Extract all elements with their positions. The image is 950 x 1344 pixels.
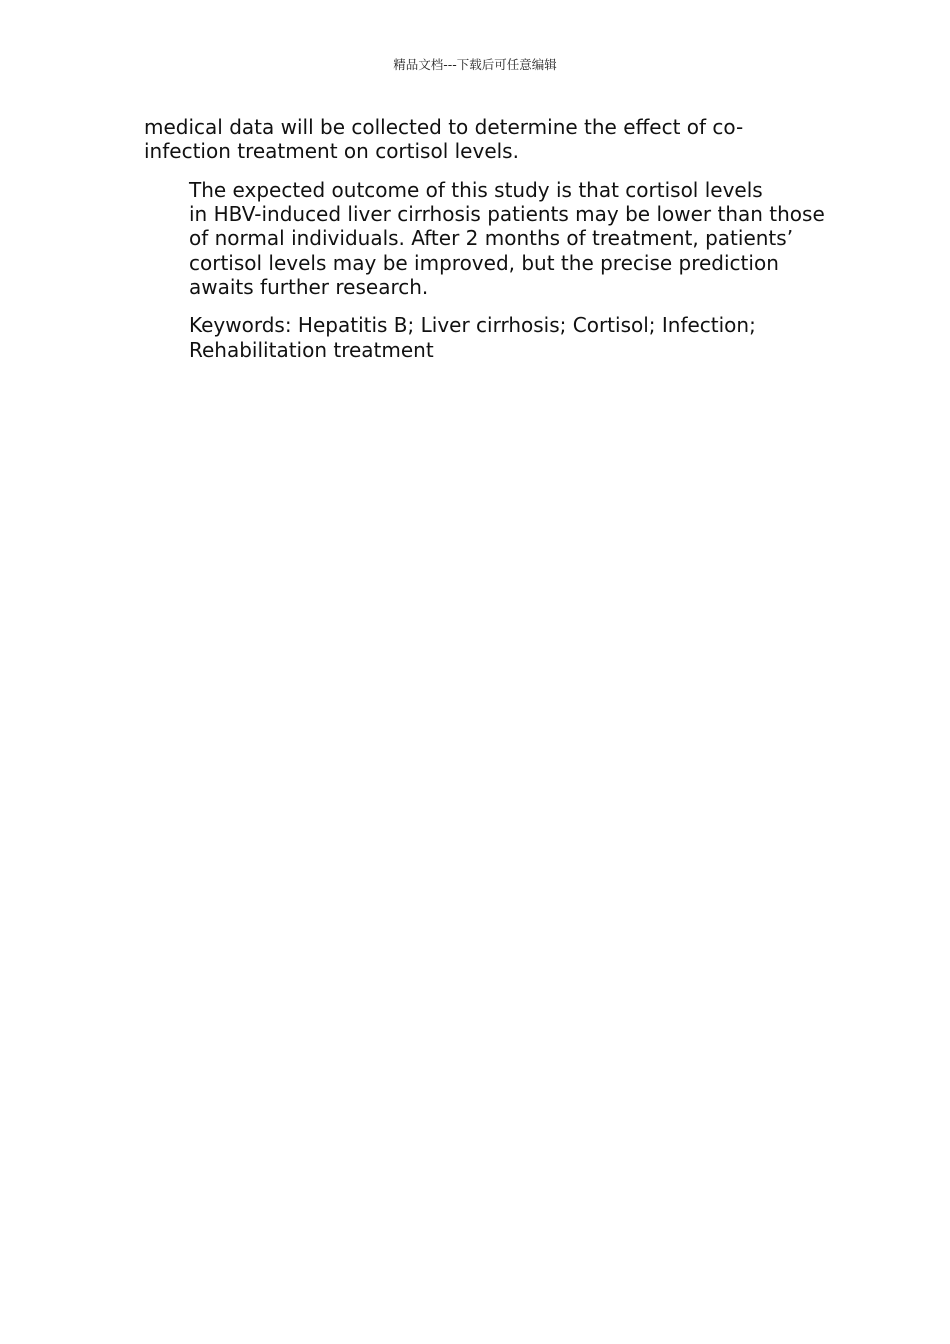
text-line: Keywords: Hepatitis B; Liver cirrhosis; Cortisol; Infection;	[189, 313, 756, 338]
text-line: cortisol levels may be improved, but the precise prediction	[189, 250, 779, 275]
text-line: Rehabilitation treatment	[189, 337, 434, 362]
paragraph-expected-outcome	[144, 177, 825, 299]
paragraph-continuation	[144, 115, 816, 163]
text-line: medical data will be collected to determine the effect of co-	[144, 115, 744, 139]
text-line: The expected outcome of this study is that cortisol levels	[189, 177, 763, 202]
page-header: 精品文档---下载后可任意编辑	[393, 57, 557, 72]
text-line: in HBV-induced liver cirrhosis patients may be lower than those	[189, 202, 825, 227]
text-line: infection treatment on cortisol levels.	[144, 139, 519, 164]
text-line: awaits further research.	[189, 274, 429, 299]
text-line: of normal individuals. After 2 months of treatment, patients’	[189, 226, 794, 251]
paragraph-keywords	[144, 313, 816, 361]
document-body	[144, 115, 825, 376]
